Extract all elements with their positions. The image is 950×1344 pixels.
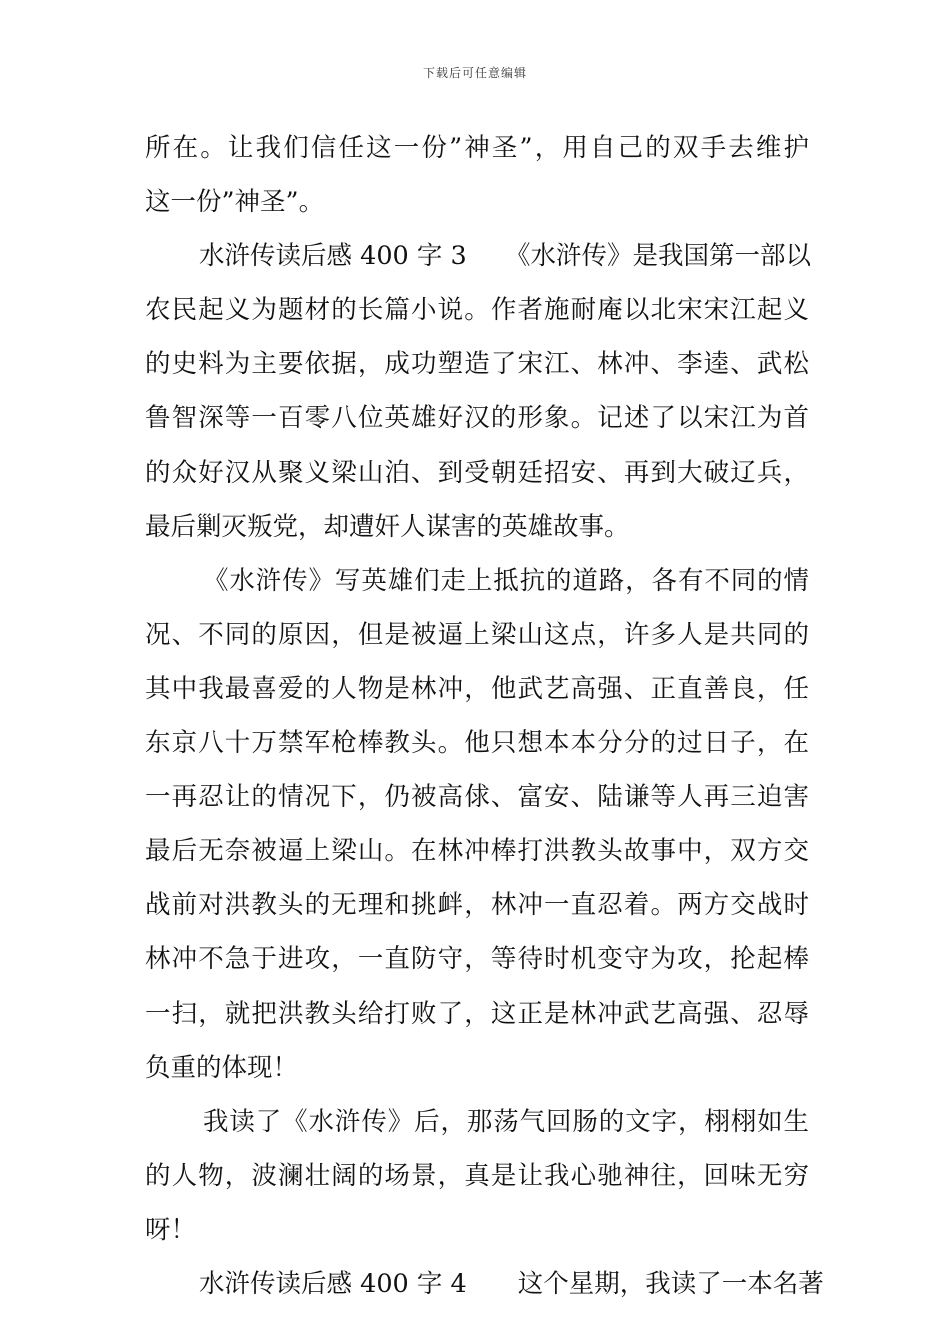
text-line: 这一份”神圣”。 [145,187,325,218]
text-line: 鲁智深等一百零八位英雄好汉的形象。记述了以宋江为首 [145,403,809,434]
text-line: 最后剿灭叛党，却遭奸人谋害的英雄故事。 [145,511,630,542]
text-line: 的人物，波澜壮阔的场景，真是让我心驰神往，回味无穷 [145,1160,809,1191]
text-line: 其中我最喜爱的人物是林冲，他武艺高强、正直善良，任 [145,673,809,704]
text-line: 况、不同的原因，但是被逼上梁山这点，许多人是共同的 [145,619,809,650]
text-line: 所在。让我们信任这一份”神圣”，用自己的双手去维护 [145,133,809,163]
text-line: 一扫，就把洪教头给打败了，这正是林冲武艺高强、忍辱 [145,998,809,1029]
paragraph-first-line: 《水浒传》写英雄们走上抵抗的道路，各有不同的情 [203,565,809,596]
text-line: 东京八十万禁军枪棒教头。他只想本本分分的过日子，在 [145,728,809,759]
section-heading-line: 水浒传读后感 400 字 3 《水浒传》是我国第一部以 [199,241,811,272]
text-line: 的史料为主要依据，成功塑造了宋江、林冲、李逵、武松 [145,349,809,380]
text-line: 农民起义为题材的长篇小说。作者施耐庵以北宋宋江起义 [145,295,809,326]
text-line: 最后无奈被逼上梁山。在林冲棒打洪教头故事中，双方交 [145,836,809,867]
page-header: 下载后可任意编辑 [422,66,527,80]
paragraph-first-line: 我读了《水浒传》后，那荡气回肠的文字，栩栩如生 [203,1106,809,1137]
text-line: 呀！ [145,1214,197,1245]
section-heading-line: 水浒传读后感 400 字 4 这个星期，我读了一本名著 [199,1268,824,1299]
text-line: 负重的体现！ [145,1052,299,1083]
document-body [145,124,824,1314]
text-line: 林冲不急于进攻，一直防守，等待时机变守为攻，抡起棒 [145,944,809,975]
text-line: 的众好汉从聚义梁山泊、到受朝廷招安、再到大破辽兵， [145,457,809,488]
text-line: 战前对洪教头的无理和挑衅，林冲一直忍着。两方交战时 [145,890,809,921]
text-line: 一再忍让的情况下，仍被高俅、富安、陆谦等人再三迫害 [145,782,809,813]
